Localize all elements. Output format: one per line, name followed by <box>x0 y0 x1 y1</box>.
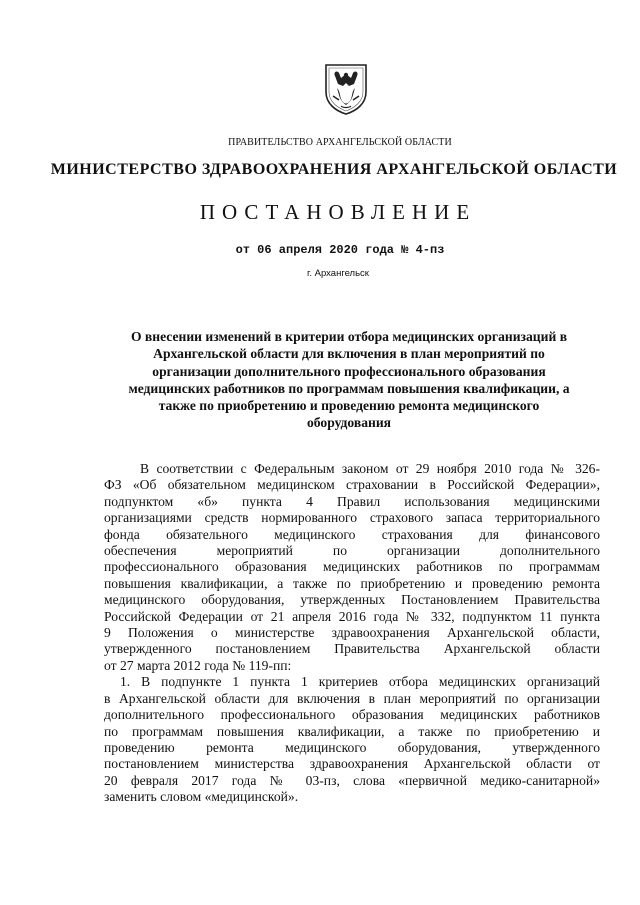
body-line: дополнительного профессионального образования медицинских работников <box>104 707 600 723</box>
body-line: по программам повышения квалификации, а также по приобретению и <box>104 723 600 739</box>
body-line: утвержденного постановлением Правительства Архангельской области <box>104 641 600 657</box>
body-line: профессионального образования медицинских работников по программам <box>104 559 600 575</box>
body-line: В соответствии с Федеральным законом от 29 ноября 2010 года № 326- <box>140 461 600 476</box>
paragraph-item-1 <box>104 674 600 805</box>
title-line: Архангельской области для включения в план мероприятий по <box>153 346 545 362</box>
title-line: О внесении изменений в критерии отбора медицинских организаций в <box>130 329 568 344</box>
body-line: постановлением министерства здравоохранения Архангельской области от <box>104 756 600 772</box>
body-line: организациями средств нормированного страхового запаса территориального <box>104 510 600 526</box>
title-line: также по приобретению и проведению ремонта медицинского <box>158 398 540 414</box>
body-line: обеспечения мероприятий по организации дополнительного <box>104 543 600 559</box>
body-line: ФЗ «Об обязательном медицинском страховании в Российской Федерации», <box>104 477 600 493</box>
paragraph-preamble <box>104 461 600 674</box>
title-line: оборудования <box>306 415 392 431</box>
body-line: 1. В подпункте 1 пункта 1 критериев отбора медицинских организаций <box>120 674 600 690</box>
title-line: медицинских работников по программам повышения квалификации, а <box>128 380 570 396</box>
coat-of-arms-icon <box>323 62 369 116</box>
body-line: подпунктом «б» пункта 4 Правил использования медицинскими <box>104 493 600 509</box>
body-line: Российской Федерации от 21 апреля 2016 года № 332, подпунктом 11 пункта <box>104 608 600 624</box>
document-type: ПОСТАНОВЛЕНИЕ <box>199 200 477 224</box>
document-title <box>110 328 588 432</box>
body-line: от 27 марта 2012 года № 119-пп: <box>104 657 292 673</box>
government-name: ПРАВИТЕЛЬСТВО АРХАНГЕЛЬСКОЙ ОБЛАСТИ <box>228 137 452 148</box>
ministry-name: МИНИСТЕРСТВО ЗДРАВООХРАНЕНИЯ АРХАНГЕЛЬСКОЙ ОБЛАСТИ <box>50 161 618 178</box>
document-body <box>104 461 600 806</box>
body-line: фонда обязательного медицинского страхования для финансового <box>104 526 600 542</box>
body-line: 9 Положения о министерстве здравоохранения Архангельской области, <box>104 625 600 641</box>
body-line: заменить словом «медицинской». <box>104 789 299 805</box>
body-line: в Архангельской области для включения в план мероприятий по организации <box>104 690 600 706</box>
body-line: проведению ремонта медицинского оборудования, утвержденного <box>104 739 600 755</box>
body-line: медицинского оборудования, утвержденных Постановлением Правительства <box>104 592 600 608</box>
document-date-number: от 06 апреля 2020 года № 4-пз <box>235 243 445 257</box>
title-line: организации дополнительного профессионального образования <box>152 363 546 379</box>
body-line: повышения квалификации, а также по приобретению и проведению ремонта <box>104 575 600 591</box>
document-city: г. Архангельск <box>307 268 369 279</box>
body-line: 20 февраля 2017 года № 03-пз, слова «первичной медико-санитарной» <box>104 772 600 788</box>
